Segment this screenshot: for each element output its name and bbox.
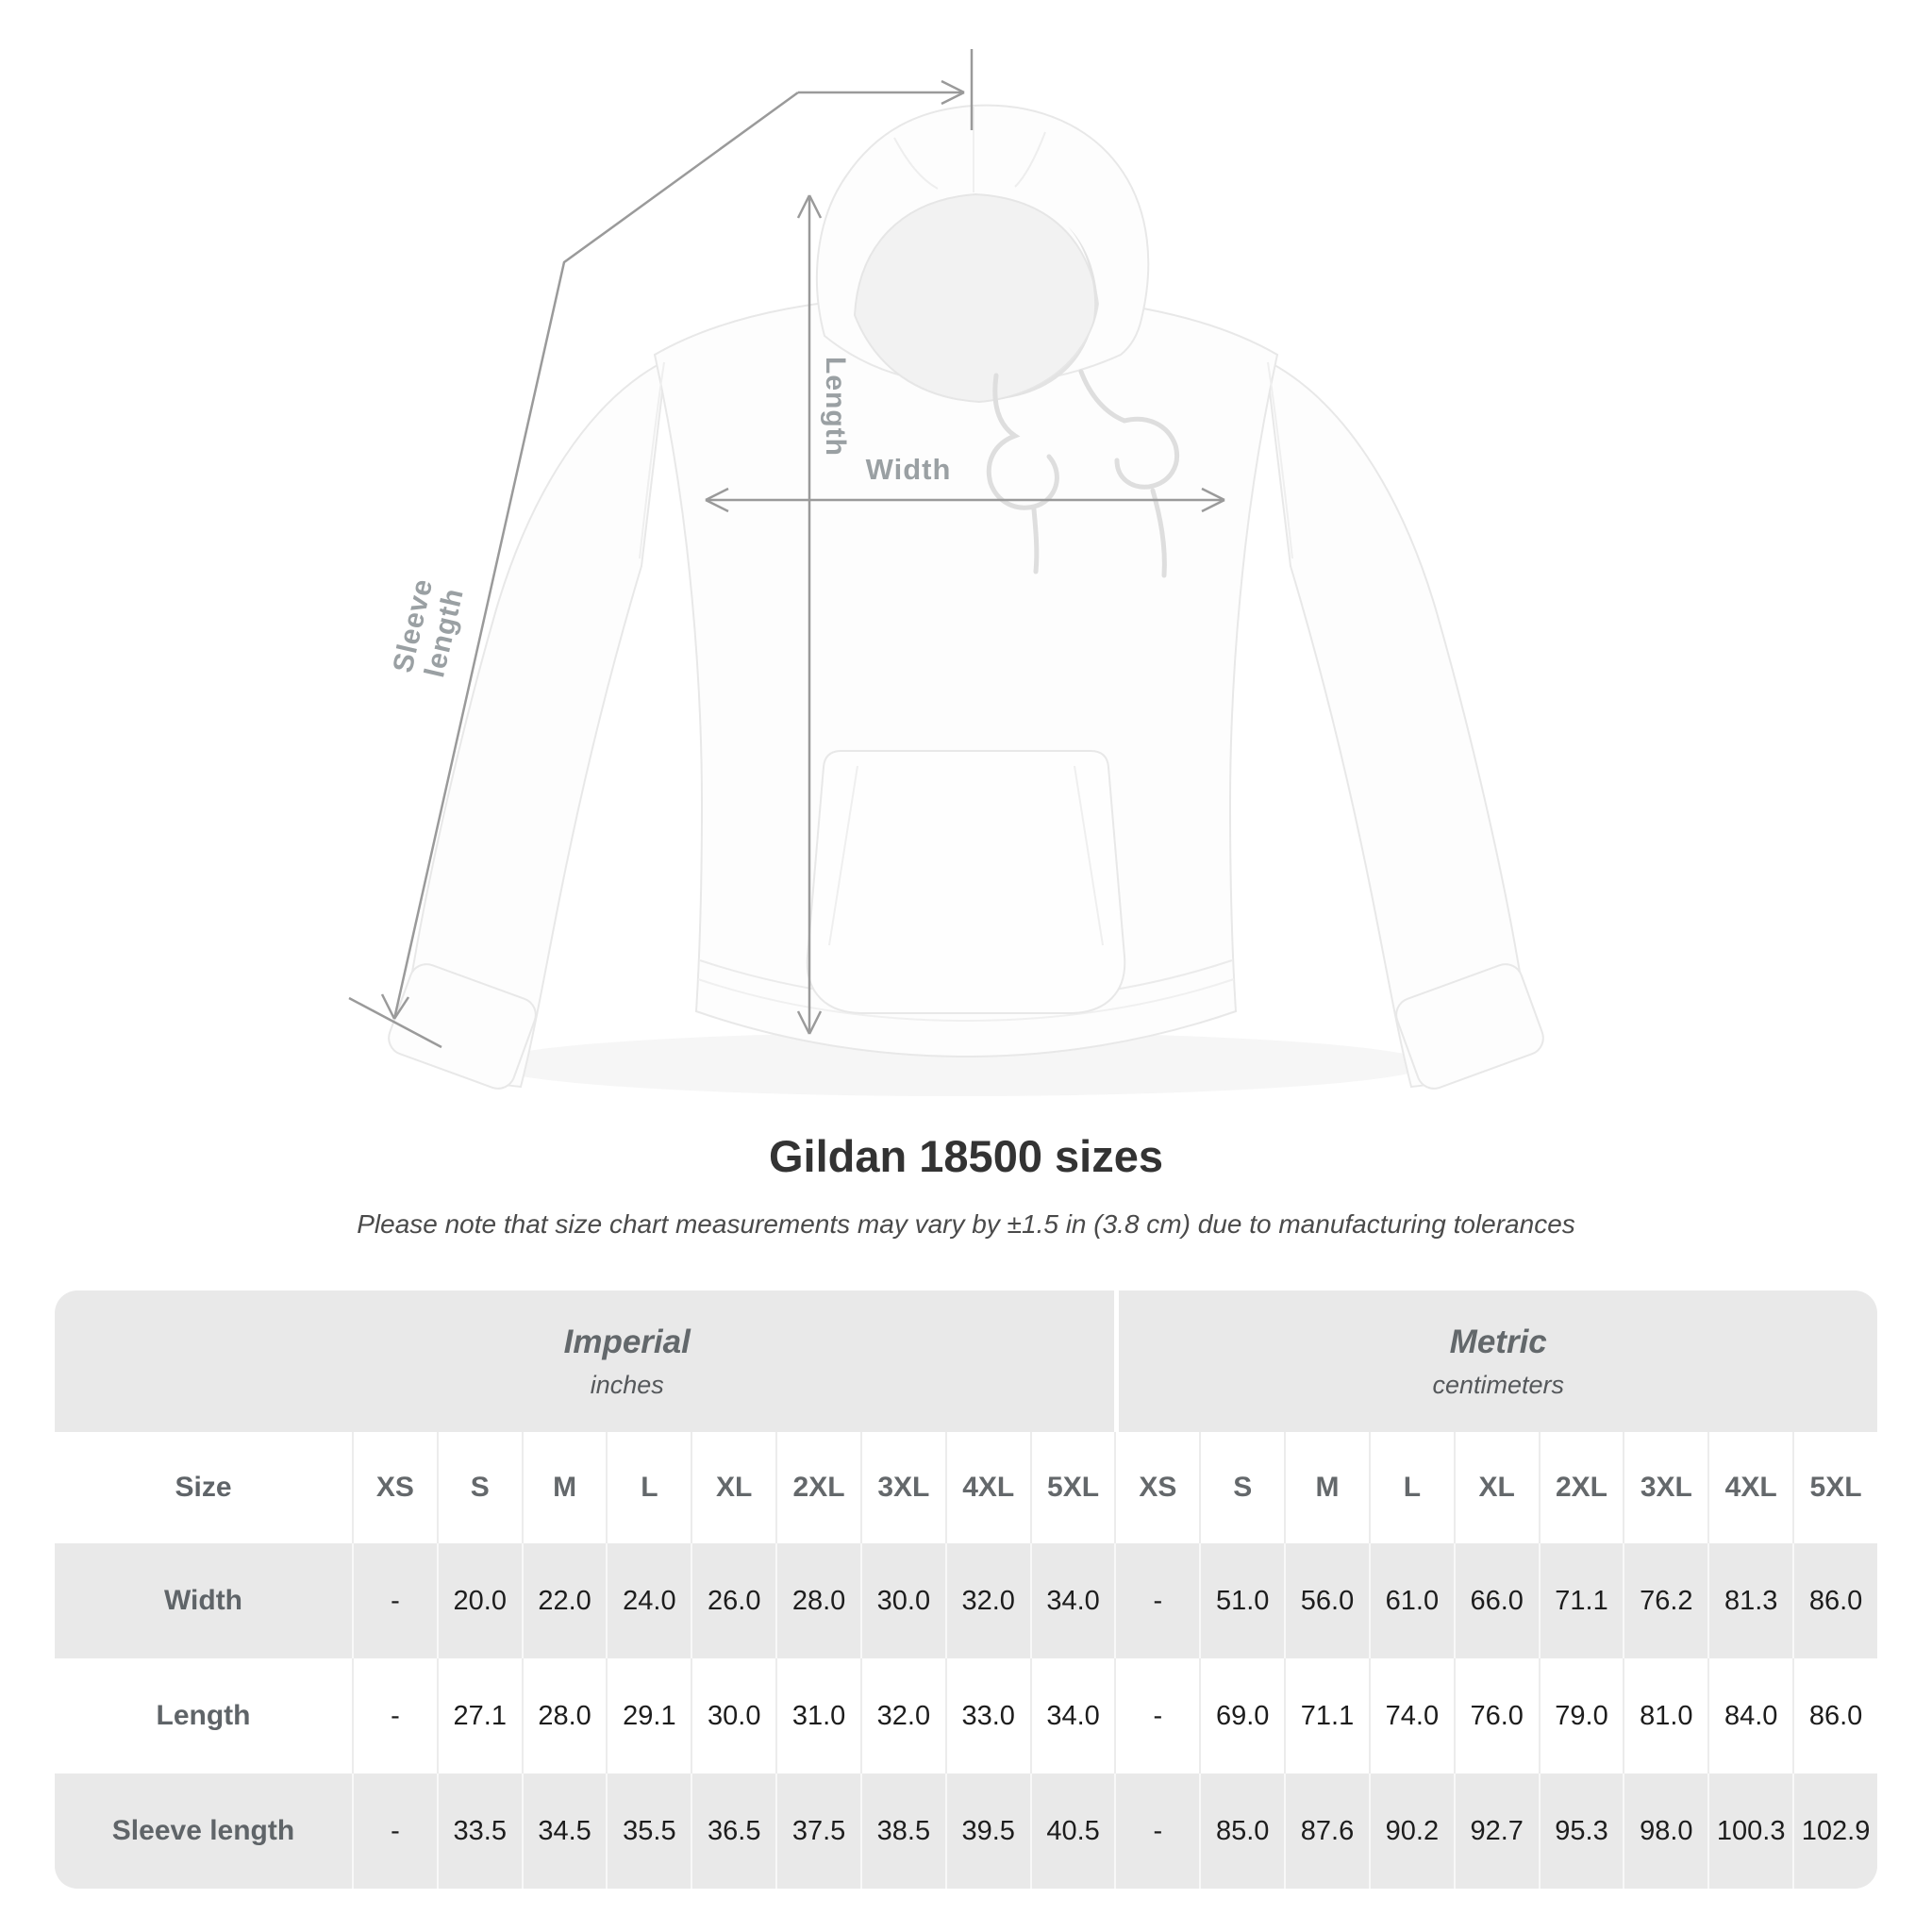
value-metric: 81.3 (1707, 1543, 1792, 1658)
value-metric: 100.3 (1707, 1774, 1792, 1889)
value-imperial: 33.5 (437, 1774, 522, 1889)
size-col-imperial-2xl: 2XL (775, 1432, 860, 1543)
value-imperial: - (352, 1543, 437, 1658)
value-metric: 90.2 (1369, 1774, 1454, 1889)
value-imperial: - (352, 1774, 437, 1889)
value-metric: 95.3 (1539, 1774, 1624, 1889)
value-imperial: 30.0 (860, 1543, 945, 1658)
size-col-imperial-l: L (606, 1432, 691, 1543)
value-metric: 69.0 (1199, 1658, 1284, 1774)
imperial-group-unit: inches (590, 1370, 664, 1399)
value-metric: 87.6 (1284, 1774, 1369, 1889)
value-metric: 71.1 (1284, 1658, 1369, 1774)
size-col-metric-xs: XS (1114, 1432, 1199, 1543)
length-measure-label: Length (820, 357, 851, 457)
size-column-header: Size (55, 1432, 352, 1543)
size-col-imperial-5xl: 5XL (1030, 1432, 1115, 1543)
value-metric: 56.0 (1284, 1543, 1369, 1658)
page-title: Gildan 18500 sizes (768, 1131, 1164, 1181)
value-metric: 66.0 (1454, 1543, 1539, 1658)
size-header-row (55, 1432, 1877, 1543)
value-metric: 81.0 (1623, 1658, 1707, 1774)
value-metric: - (1114, 1543, 1199, 1658)
value-imperial: 32.0 (860, 1658, 945, 1774)
value-imperial: 31.0 (775, 1658, 860, 1774)
value-imperial: 27.1 (437, 1658, 522, 1774)
size-table (55, 1291, 1877, 1889)
value-metric: 76.0 (1454, 1658, 1539, 1774)
size-col-metric-s: S (1199, 1432, 1284, 1543)
metric-group-title: Metric (1449, 1323, 1547, 1360)
value-metric: 84.0 (1707, 1658, 1792, 1774)
value-imperial: 39.5 (945, 1774, 1030, 1889)
value-metric: 102.9 (1792, 1774, 1877, 1889)
size-col-metric-5xl: 5XL (1792, 1432, 1877, 1543)
size-col-metric-3xl: 3XL (1623, 1432, 1707, 1543)
size-col-imperial-3xl: 3XL (860, 1432, 945, 1543)
row-label: Width (55, 1543, 352, 1658)
value-metric: 74.0 (1369, 1658, 1454, 1774)
value-imperial: 38.5 (860, 1774, 945, 1889)
value-imperial: 32.0 (945, 1543, 1030, 1658)
measurement-row-width (55, 1543, 1877, 1658)
value-imperial: 28.0 (522, 1658, 607, 1774)
imperial-group-label-wrap (55, 1324, 1114, 1400)
measurement-row-sleeve-length (55, 1774, 1877, 1889)
value-imperial: 36.5 (691, 1774, 775, 1889)
value-metric: 85.0 (1199, 1774, 1284, 1889)
tolerance-note: Please note that size chart measurements may vary by ±1.5 in (3.8 cm) due to manufacturing tolerances (357, 1209, 1575, 1239)
value-metric: 86.0 (1792, 1658, 1877, 1774)
value-imperial: 20.0 (437, 1543, 522, 1658)
value-imperial: 34.0 (1030, 1543, 1115, 1658)
value-imperial: 33.0 (945, 1658, 1030, 1774)
value-imperial: 35.5 (606, 1774, 691, 1889)
value-imperial: 28.0 (775, 1543, 860, 1658)
value-metric: 79.0 (1539, 1658, 1624, 1774)
width-measure-label: Width (865, 453, 952, 486)
value-imperial: 34.5 (522, 1774, 607, 1889)
kangaroo-pocket (808, 751, 1125, 1013)
measurement-row-length (55, 1658, 1877, 1774)
value-imperial: - (352, 1658, 437, 1774)
size-col-imperial-xl: XL (691, 1432, 775, 1543)
value-imperial: 29.1 (606, 1658, 691, 1774)
value-metric: 61.0 (1369, 1543, 1454, 1658)
value-imperial: 30.0 (691, 1658, 775, 1774)
value-imperial: 26.0 (691, 1543, 775, 1658)
size-col-metric-l: L (1369, 1432, 1454, 1543)
row-label: Sleeve length (55, 1774, 352, 1889)
sleeve-length-measure-label: Sleeve length (387, 575, 470, 681)
group-header-row (55, 1291, 1877, 1432)
size-col-metric-2xl: 2XL (1539, 1432, 1624, 1543)
value-imperial: 37.5 (775, 1774, 860, 1889)
size-table-grid (55, 1291, 1877, 1889)
size-col-imperial-xs: XS (352, 1432, 437, 1543)
value-metric: - (1114, 1658, 1199, 1774)
value-metric: 86.0 (1792, 1543, 1877, 1658)
metric-group-label-wrap (1119, 1324, 1877, 1400)
value-imperial: 22.0 (522, 1543, 607, 1658)
size-col-metric-m: M (1284, 1432, 1369, 1543)
size-col-imperial-m: M (522, 1432, 607, 1543)
size-col-imperial-s: S (437, 1432, 522, 1543)
row-label: Length (55, 1658, 352, 1774)
imperial-group-title: Imperial (563, 1323, 691, 1360)
value-metric: 92.7 (1454, 1774, 1539, 1889)
metric-group-header (1114, 1291, 1877, 1432)
value-imperial: 24.0 (606, 1543, 691, 1658)
value-metric: 71.1 (1539, 1543, 1624, 1658)
value-imperial: 34.0 (1030, 1658, 1115, 1774)
value-metric: 98.0 (1623, 1774, 1707, 1889)
imperial-group-header (55, 1291, 1114, 1432)
size-col-metric-4xl: 4XL (1707, 1432, 1792, 1543)
value-metric: 76.2 (1623, 1543, 1707, 1658)
value-metric: 51.0 (1199, 1543, 1284, 1658)
size-col-metric-xl: XL (1454, 1432, 1539, 1543)
size-col-imperial-4xl: 4XL (945, 1432, 1030, 1543)
metric-group-unit: centimeters (1432, 1370, 1564, 1399)
value-metric: - (1114, 1774, 1199, 1889)
value-imperial: 40.5 (1030, 1774, 1115, 1889)
